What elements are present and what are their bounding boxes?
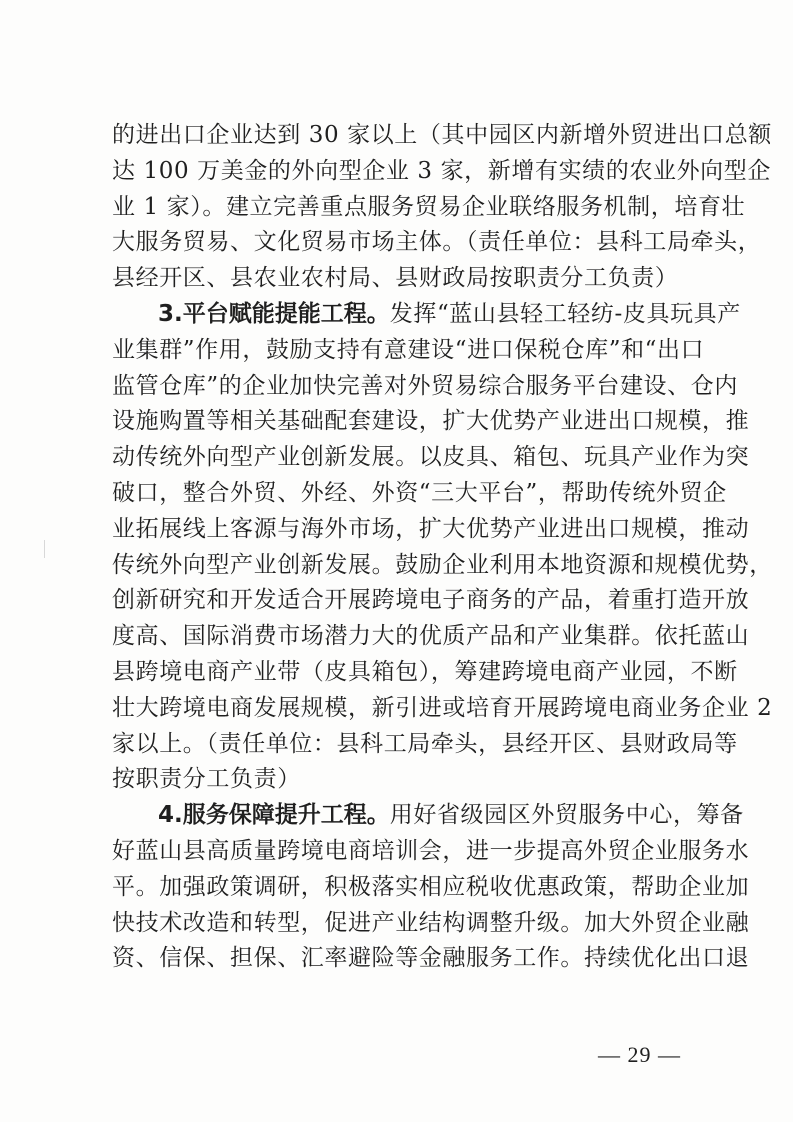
scan-margin-mark <box>44 540 45 558</box>
text-line: 设施购置等相关基础配套建设，扩大优势产业进出口规模，推 <box>112 408 750 435</box>
text-line: 好蓝山县高质量跨境电商培训会，进一步提高外贸企业服务水 <box>112 837 750 864</box>
text-line: 业 1 家）。建立完善重点服务贸易企业联络服务机制，培育壮 <box>112 193 746 220</box>
text-line: 按职责分工负责） <box>112 766 301 793</box>
text-line: 动传统外向型产业创新发展。以皮具、箱包、玩具产业作为突 <box>112 444 750 471</box>
section-heading-text: 用好省级园区外贸服务中心，筹备 <box>389 802 744 829</box>
body-text <box>112 118 773 977</box>
text-line: 县经开区、县农业农村局、县财政局按职责分工负责） <box>112 265 679 292</box>
section-heading-line <box>112 297 741 333</box>
text-line: 大服务贸易、文化贸易市场主体。（责任单位：县科工局牵头， <box>112 229 762 256</box>
text-line: 业集群”作用，鼓励支持有意建设“进口保税仓库”和“出口 <box>112 336 705 363</box>
text-line: 快技术改造和转型，促进产业结构调整升级。加大外贸企业融 <box>112 909 750 936</box>
text-line: 业拓展线上客源与海外市场，扩大优势产业进出口规模，推动 <box>112 515 750 542</box>
section-heading-line <box>112 798 744 834</box>
text-line: 传统外向型产业创新发展。鼓励企业利用本地资源和规模优势， <box>112 551 773 578</box>
text-line: 资、信保、担保、汇率避险等金融服务工作。持续优化出口退 <box>112 945 750 972</box>
text-line: 壮大跨境电商发展规模，新引进或培育开展跨境电商业务企业 2 <box>112 694 773 721</box>
text-line: 家以上。（责任单位：县科工局牵头，县经开区、县财政局等 <box>112 730 738 757</box>
text-line: 创新研究和开发适合开展跨境电子商务的产品，着重打造开放 <box>112 587 750 614</box>
text-line: 破口，整合外贸、外经、外资“三大平台”，帮助传统外贸企 <box>112 479 727 506</box>
text-line: 县跨境电商产业带（皮具箱包），筹建跨境电商产业园，不断 <box>112 658 738 685</box>
section-heading: 4.服务保障提升工程。 <box>158 802 390 829</box>
text-line: 度高、国际消费市场潜力大的优质产品和产业集群。依托蓝山 <box>112 623 750 650</box>
text-line: 平。加强政策调研，积极落实相应税收优惠政策，帮助企业加 <box>112 873 750 900</box>
section-heading-text: 发挥“蓝山县轻工轻纺-皮具玩具产 <box>389 300 741 327</box>
text-line: 的进出口企业达到 30 家以上（其中园区内新增外贸进出口总额 <box>112 122 772 148</box>
text-line: 达 100 万美金的外向型企业 3 家，新增有实绩的农业外向型企 <box>112 157 771 184</box>
section-heading: 3.平台赋能提能工程。 <box>158 300 390 327</box>
text-line: 监管仓库”的企业加快完善对外贸易综合服务平台建设、仓内 <box>112 372 738 399</box>
page-number: — 29 — <box>598 1042 681 1067</box>
